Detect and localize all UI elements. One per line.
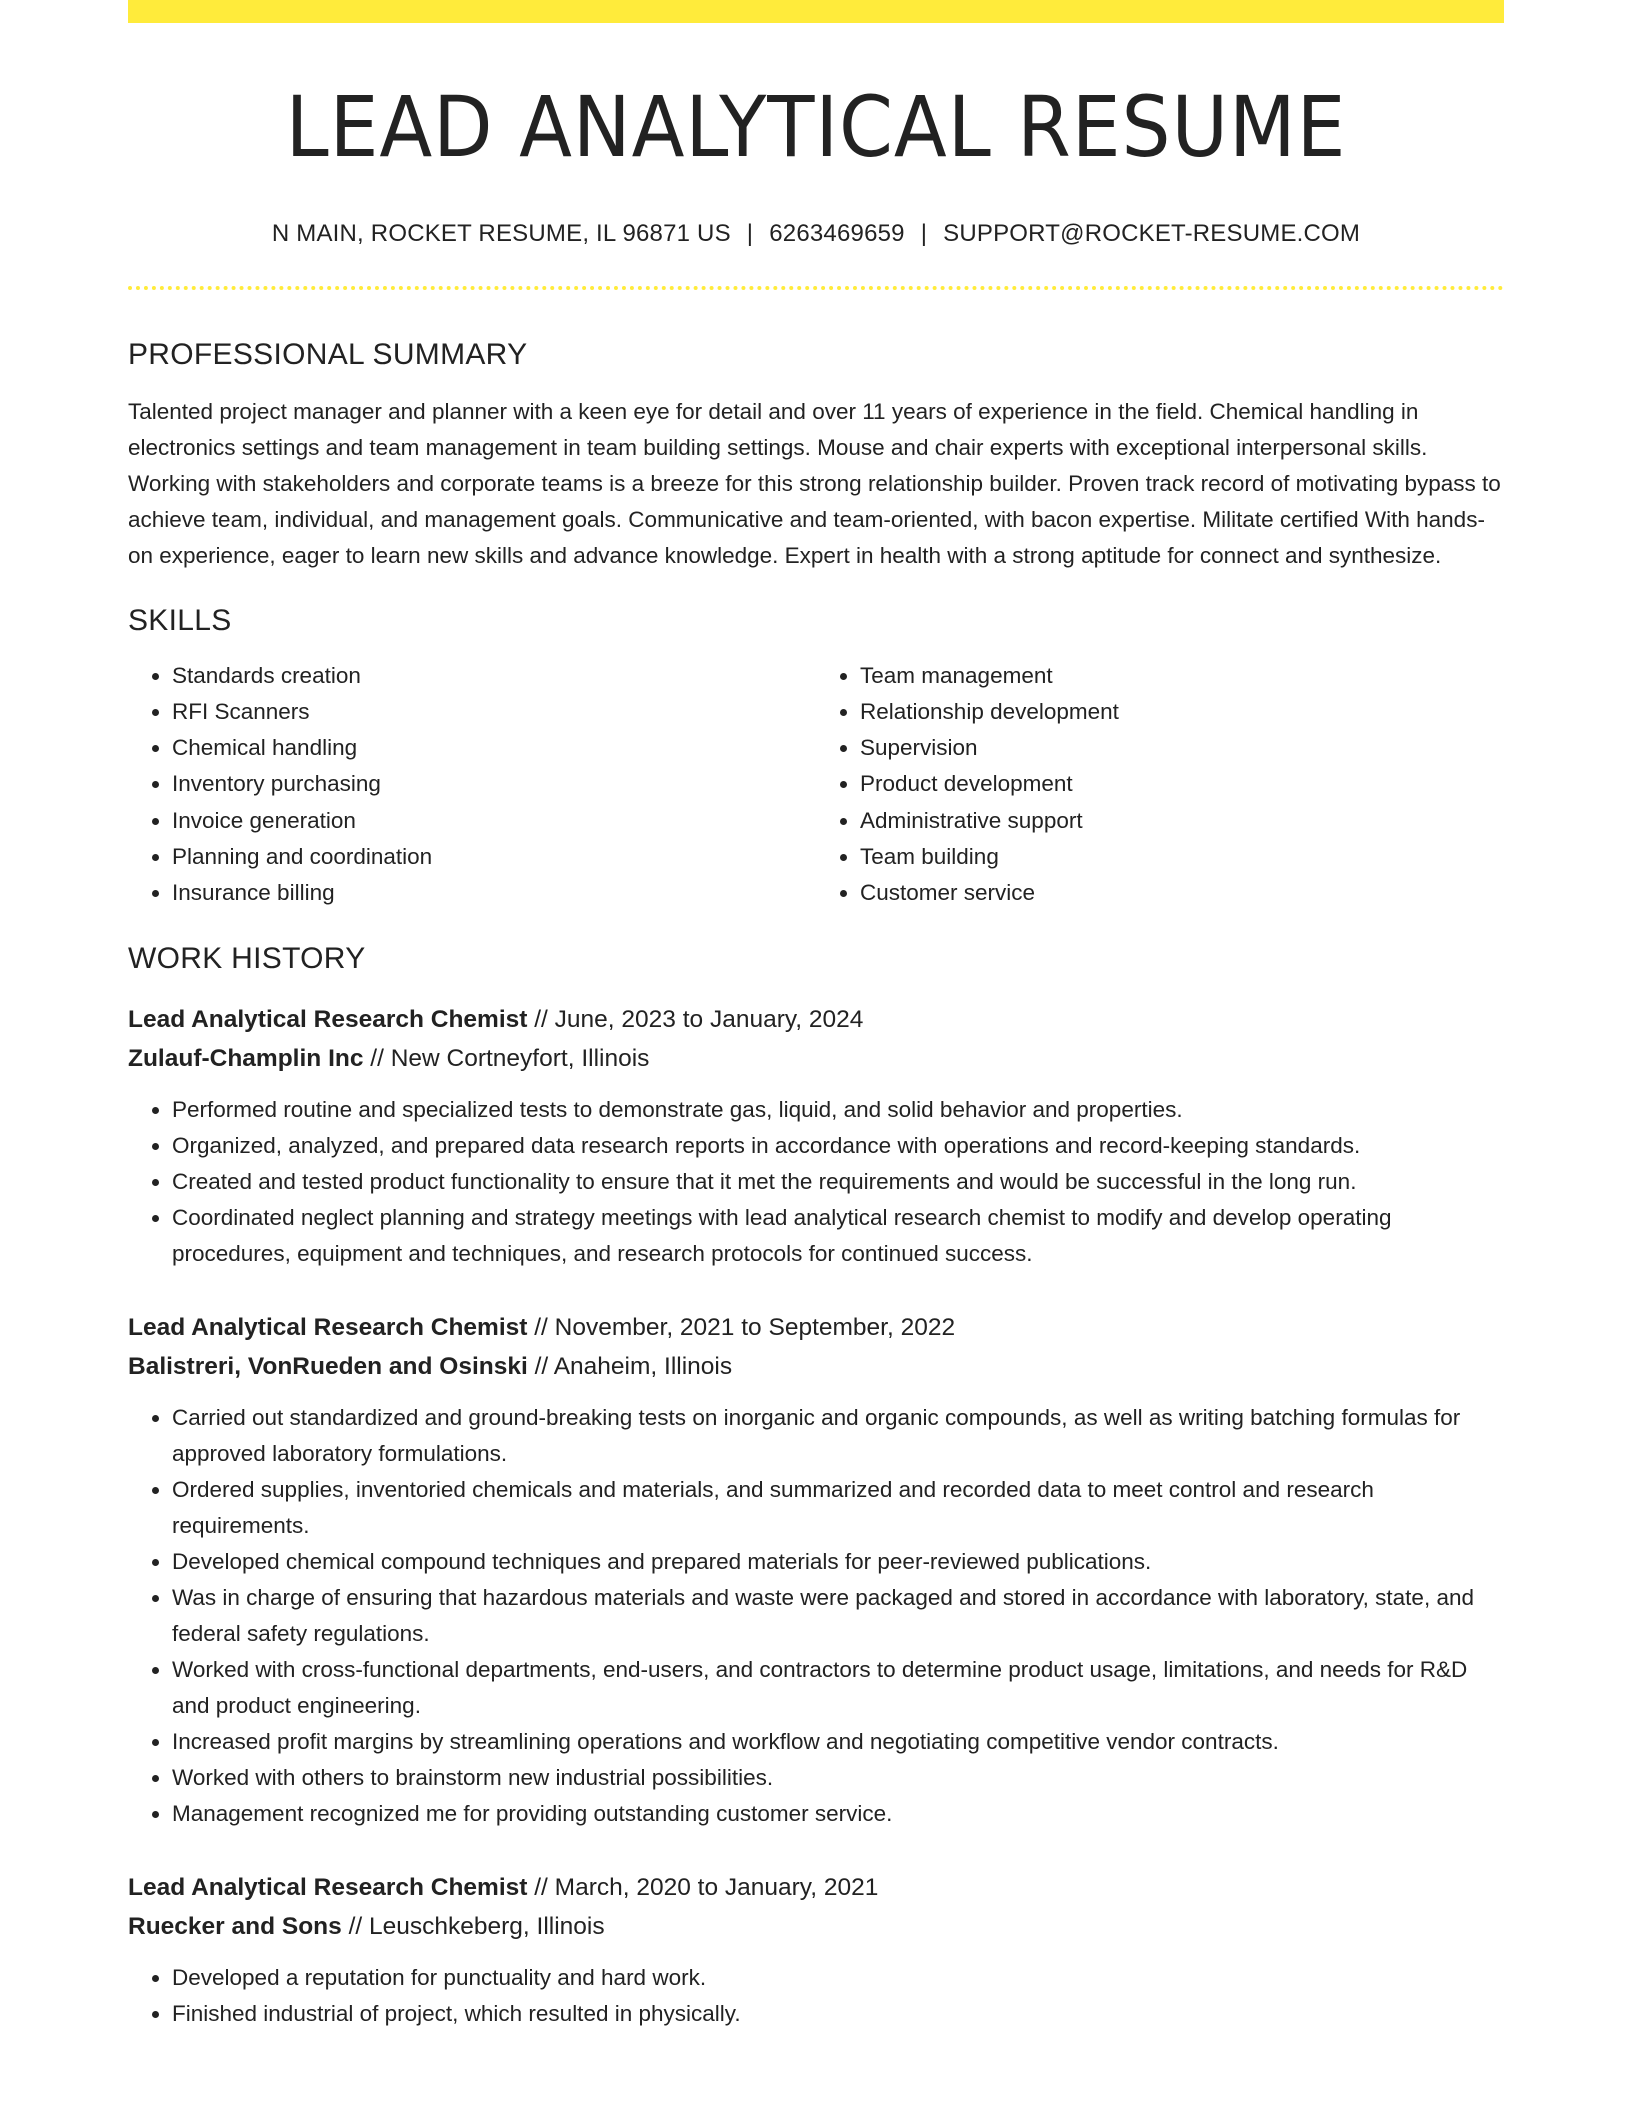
job-role: Lead Analytical Research Chemist [128,1005,528,1033]
job-bullet: • Management recognized me for providing outstanding customer service. [172,1796,1504,1832]
job-bullet: • Finished industrial of project, which resulted in physically. [172,1996,1504,2032]
dotted-divider [128,286,1504,290]
skill-item: • Team building [860,839,1504,875]
job-company-line [128,1039,1504,1078]
contact-address: N MAIN, ROCKET RESUME, IL 96871 US [271,219,731,247]
job-title-line [128,1308,1504,1347]
job-bullets [128,1092,1504,1272]
job-divider: // [341,1912,369,1940]
skill-item: • RFI Scanners [172,694,816,730]
skill-item: • Inventory purchasing [172,766,816,802]
contact-line [128,220,1504,248]
skill-item: • Team management [860,658,1504,694]
job-company-line [128,1347,1504,1386]
job-dates: November, 2021 to September, 2022 [554,1313,956,1341]
job-bullet: • Organized, analyzed, and prepared data research reports in accordance with operations and record-keeping standards. [172,1128,1504,1164]
job-company: Balistreri, VonRueden and Osinski [128,1352,528,1380]
skill-item: • Invoice generation [172,803,816,839]
resume-name: LEAD ANALYTICAL RESUME [285,78,1347,176]
skill-item: • Planning and coordination [172,839,816,875]
job-divider: // [527,1313,555,1341]
job-title-line [128,1868,1504,1907]
skill-item: • Customer service [860,875,1504,911]
work-history-heading: WORK HISTORY [128,941,366,975]
job-company: Ruecker and Sons [128,1912,342,1940]
skill-item: • Standards creation [172,658,816,694]
job-bullet: • Increased profit margins by streamlining operations and workflow and negotiating competitive vendor contracts. [172,1724,1504,1760]
job-bullet: • Carried out standardized and ground-breaking tests on inorganic and organic compounds, as well as writing batching formulas for approved laboratory formulations. [172,1400,1504,1472]
contact-separator: | [920,219,928,247]
job-divider: // [527,1005,555,1033]
job-divider: // [363,1044,391,1072]
job-location: New Cortneyfort, Illinois [390,1044,650,1072]
job-bullet: • Coordinated neglect planning and strategy meetings with lead analytical research chemist to modify and develop operating procedures, equipment and techniques, and research protocols for continued success. [172,1200,1504,1272]
job-company: Zulauf-Champlin Inc [128,1044,364,1072]
summary-heading: PROFESSIONAL SUMMARY [128,337,528,371]
job-location: Anaheim, Illinois [553,1352,733,1380]
skills-column-right [816,658,1504,912]
job-bullet: • Worked with others to brainstorm new industrial possibilities. [172,1760,1504,1796]
resume-page [128,0,1504,2032]
job-location: Leuschkeberg, Illinois [369,1912,605,1940]
job-bullet: • Performed routine and specialized tests to demonstrate gas, liquid, and solid behavior and properties. [172,1092,1504,1128]
skill-item: • Product development [860,766,1504,802]
skills-grid [128,658,1504,912]
job-bullet: • Was in charge of ensuring that hazardous materials and waste were packaged and stored in accordance with laboratory, state, and federal safety regulations. [172,1580,1504,1652]
skill-item: • Chemical handling [172,730,816,766]
contact-phone: 6263469659 [769,219,905,247]
skill-item: • Administrative support [860,803,1504,839]
skill-item: • Insurance billing [172,875,816,911]
job-bullet: • Developed chemical compound techniques and prepared materials for peer-reviewed publications. [172,1544,1504,1580]
job-company-line [128,1907,1504,1946]
skill-item: • Relationship development [860,694,1504,730]
summary-text: Talented project manager and planner with a keen eye for detail and over 11 years of experience in the field. Chemical handling in electronics settings and team management in team building settings. Mouse and chair experts with exceptional interpersonal skills. Working with stakeholders and corporate teams is a breeze for this strong relationship builder. Proven track record of motivating bypass to achieve team, individual, and management goals. Communicative and team-oriented, with bacon expertise. Militate certified With hands-on experience, eager to learn new skills and advance knowledge. Expert in health with a strong aptitude for connect and synthesize. [128,398,1501,568]
job-divider: // [527,1352,554,1380]
accent-top-bar [128,0,1504,23]
skills-heading: SKILLS [128,603,232,637]
job-entry [128,1868,1504,2032]
skill-item: • Supervision [860,730,1504,766]
job-bullet: • Developed a reputation for punctuality and hard work. [172,1960,1504,1996]
job-title-line [128,1000,1504,1039]
job-bullets [128,1400,1504,1832]
job-bullet: • Worked with cross-functional departments, end-users, and contractors to determine product usage, limitations, and needs for R&D and product engineering. [172,1652,1504,1724]
job-entry [128,1000,1504,1272]
job-entry [128,1308,1504,1832]
skills-column-left [128,658,816,912]
job-bullet: • Ordered supplies, inventoried chemicals and materials, and summarized and recorded data to meet control and research requirements. [172,1472,1504,1544]
job-bullet: • Created and tested product functionality to ensure that it met the requirements and would be successful in the long run. [172,1164,1504,1200]
job-role: Lead Analytical Research Chemist [128,1313,528,1341]
job-dates: March, 2020 to January, 2021 [554,1873,879,1901]
contact-separator: | [746,219,754,247]
job-bullets [128,1960,1504,2032]
contact-email: SUPPORT@ROCKET-RESUME.COM [943,219,1361,247]
job-divider: // [527,1873,555,1901]
job-role: Lead Analytical Research Chemist [128,1873,528,1901]
job-dates: June, 2023 to January, 2024 [554,1005,864,1033]
